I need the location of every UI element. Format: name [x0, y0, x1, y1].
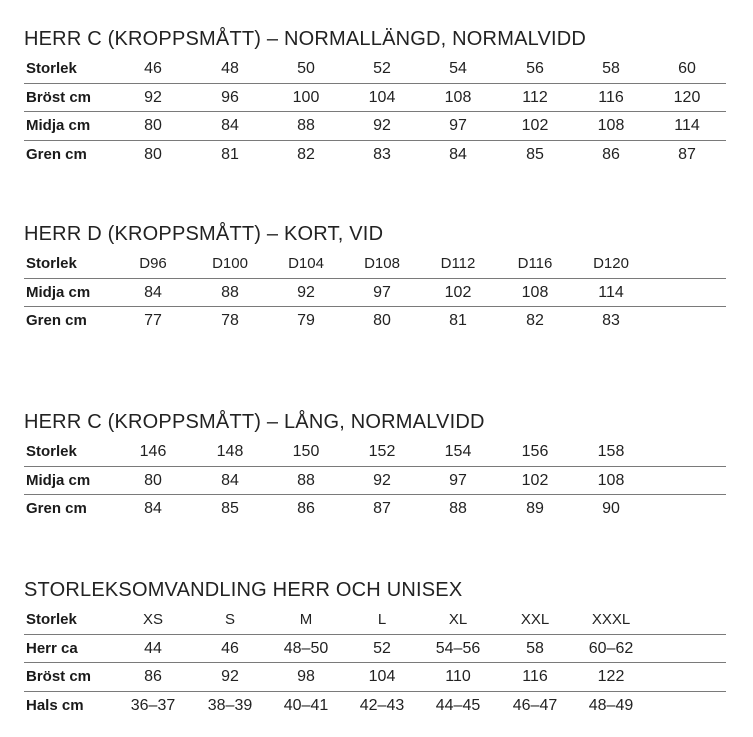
- row-label: Midja cm: [26, 117, 91, 134]
- table-cell: 80: [144, 117, 162, 134]
- table-cell: 48–50: [283, 639, 329, 657]
- table-cell: D96: [139, 255, 167, 272]
- table-cell: 80: [373, 312, 391, 329]
- table-cell: 50: [297, 60, 315, 77]
- table-cell: 97: [449, 117, 467, 134]
- table-cell: 86: [144, 668, 162, 685]
- table-row-storlek: [24, 250, 726, 279]
- table-cell: 85: [526, 145, 544, 163]
- table-body: [24, 250, 726, 336]
- table-row-midja: [24, 112, 726, 141]
- table-cell: 97: [449, 471, 467, 489]
- row-label: Bröst cm: [26, 88, 92, 106]
- table-cell: 58: [602, 60, 620, 77]
- table-cell: 92: [373, 117, 391, 134]
- table-cell: 82: [297, 145, 315, 163]
- table-cell: 87: [678, 145, 696, 163]
- table-cell: M: [299, 611, 313, 628]
- table-cell: 82: [526, 312, 544, 329]
- table-cell: 114: [674, 117, 700, 134]
- table-cell: 116: [598, 88, 624, 106]
- table-cell: 158: [597, 443, 625, 460]
- section-title: HERR D (KROPPSMÅTT) – KORT, VID: [24, 223, 384, 245]
- table-cell: 85: [221, 500, 239, 517]
- table-cell: 150: [292, 443, 320, 460]
- table-cell: 83: [373, 145, 391, 163]
- table-row-gren: [24, 307, 726, 336]
- table-cell: 78: [221, 312, 239, 329]
- table-cell: 152: [368, 443, 396, 460]
- table-cell: 90: [602, 500, 620, 517]
- row-label: Midja cm: [26, 471, 91, 489]
- table-cell: 46: [221, 639, 239, 657]
- table-cell: 56: [526, 60, 544, 77]
- table-cell: 42–43: [359, 696, 405, 714]
- table-cell: L: [377, 611, 387, 628]
- table-cell: 108: [597, 117, 625, 134]
- table-cell: 86: [297, 500, 315, 517]
- table-cell: D108: [364, 255, 400, 272]
- table-cell: 84: [221, 117, 239, 134]
- row-label: Storlek: [26, 255, 77, 272]
- table-cell: 102: [521, 471, 549, 489]
- table-cell: XXL: [520, 611, 550, 628]
- size-table-herr-d-kort: [24, 222, 726, 336]
- table-cell: 92: [221, 668, 239, 685]
- table-cell: 88: [449, 500, 467, 517]
- row-label: Gren cm: [26, 500, 87, 517]
- table-cell: 108: [597, 471, 625, 489]
- table-row-storlek: [24, 606, 726, 635]
- table-cell: 154: [444, 443, 472, 460]
- table-cell: 98: [297, 668, 315, 685]
- table-row-midja: [24, 279, 726, 308]
- size-table-herr-c-lang: [24, 410, 726, 524]
- row-label: Storlek: [26, 443, 77, 460]
- table-cell: 148: [216, 443, 244, 460]
- row-label: Hals cm: [26, 696, 84, 714]
- table-body: [24, 55, 726, 169]
- table-cell: 92: [297, 283, 315, 301]
- table-cell: 77: [144, 312, 162, 329]
- table-cell: 84: [449, 145, 467, 163]
- table-body: [24, 438, 726, 524]
- row-label: Herr ca: [26, 639, 78, 657]
- table-cell: 36–37: [130, 696, 176, 714]
- table-cell: 104: [368, 88, 396, 106]
- table-cell: XXXL: [591, 611, 631, 628]
- row-label: Storlek: [26, 611, 77, 628]
- table-cell: 92: [373, 471, 391, 489]
- table-row-gren: [24, 495, 726, 524]
- table-cell: 102: [444, 283, 472, 301]
- table-cell: 44: [144, 639, 162, 657]
- table-cell: 104: [368, 668, 396, 685]
- table-row-brost: [24, 84, 726, 113]
- section-title: STORLEKSOMVANDLING HERR OCH UNISEX: [24, 579, 463, 601]
- table-row-midja: [24, 467, 726, 496]
- table-cell: 100: [292, 88, 320, 106]
- table-cell: D100: [212, 255, 248, 272]
- table-cell: 102: [521, 117, 549, 134]
- table-cell: 52: [373, 639, 391, 657]
- size-conversion-table: [24, 578, 726, 720]
- table-cell: 84: [221, 471, 239, 489]
- table-cell: 108: [521, 283, 549, 301]
- row-label: Storlek: [26, 60, 77, 77]
- table-cell: 88: [221, 283, 239, 301]
- table-cell: 48: [221, 60, 239, 77]
- table-cell: S: [224, 611, 235, 628]
- table-cell: 80: [144, 145, 162, 163]
- row-label: Midja cm: [26, 283, 91, 301]
- table-cell: 97: [373, 283, 391, 301]
- table-cell: 60–62: [588, 639, 634, 657]
- table-cell: 114: [598, 283, 624, 301]
- table-cell: 86: [602, 145, 620, 163]
- table-row-hals: [24, 692, 726, 721]
- table-cell: 81: [221, 145, 239, 163]
- table-cell: 116: [522, 668, 548, 685]
- table-cell: 44–45: [435, 696, 481, 714]
- section-title: HERR C (KROPPSMÅTT) – NORMALLÄNGD, NORMALVIDD: [24, 28, 587, 50]
- table-row-herr-ca: [24, 635, 726, 664]
- table-cell: 146: [139, 443, 167, 460]
- table-cell: 108: [444, 88, 472, 106]
- table-cell: 54: [449, 60, 467, 77]
- table-cell: 84: [144, 500, 162, 517]
- table-cell: XL: [448, 611, 468, 628]
- table-row-brost: [24, 663, 726, 692]
- table-row-gren: [24, 141, 726, 170]
- table-cell: 38–39: [207, 696, 253, 714]
- table-cell: 120: [673, 88, 701, 106]
- table-cell: 60: [678, 60, 696, 77]
- size-table-herr-c-normal: [24, 27, 726, 169]
- table-cell: D116: [517, 255, 553, 272]
- row-label: Gren cm: [26, 312, 87, 329]
- table-cell: 112: [522, 88, 548, 106]
- table-cell: 52: [373, 60, 391, 77]
- table-cell: 92: [144, 88, 162, 106]
- table-cell: 80: [144, 471, 162, 489]
- table-cell: 84: [144, 283, 162, 301]
- table-cell: D120: [593, 255, 629, 272]
- table-cell: 79: [297, 312, 315, 329]
- table-cell: XS: [142, 611, 163, 628]
- table-cell: 54–56: [435, 639, 481, 657]
- table-cell: D112: [440, 255, 476, 272]
- table-cell: 40–41: [283, 696, 329, 714]
- table-cell: 110: [445, 668, 471, 685]
- table-cell: 96: [221, 88, 239, 106]
- table-body: [24, 606, 726, 720]
- row-label: Gren cm: [26, 145, 87, 163]
- table-cell: 46: [144, 60, 162, 77]
- table-cell: 83: [602, 312, 620, 329]
- table-cell: D104: [288, 255, 324, 272]
- row-label: Bröst cm: [26, 668, 92, 685]
- table-cell: 58: [526, 639, 544, 657]
- table-cell: 156: [521, 443, 549, 460]
- table-cell: 81: [449, 312, 467, 329]
- table-cell: 89: [526, 500, 544, 517]
- table-cell: 48–49: [588, 696, 634, 714]
- table-cell: 122: [597, 668, 625, 685]
- table-cell: 88: [297, 471, 315, 489]
- table-cell: 88: [297, 117, 315, 134]
- table-cell: 46–47: [512, 696, 558, 714]
- table-row-storlek: [24, 438, 726, 467]
- section-title: HERR C (KROPPSMÅTT) – LÅNG, NORMALVIDD: [24, 411, 485, 433]
- table-row-storlek: [24, 55, 726, 84]
- table-cell: 87: [373, 500, 391, 517]
